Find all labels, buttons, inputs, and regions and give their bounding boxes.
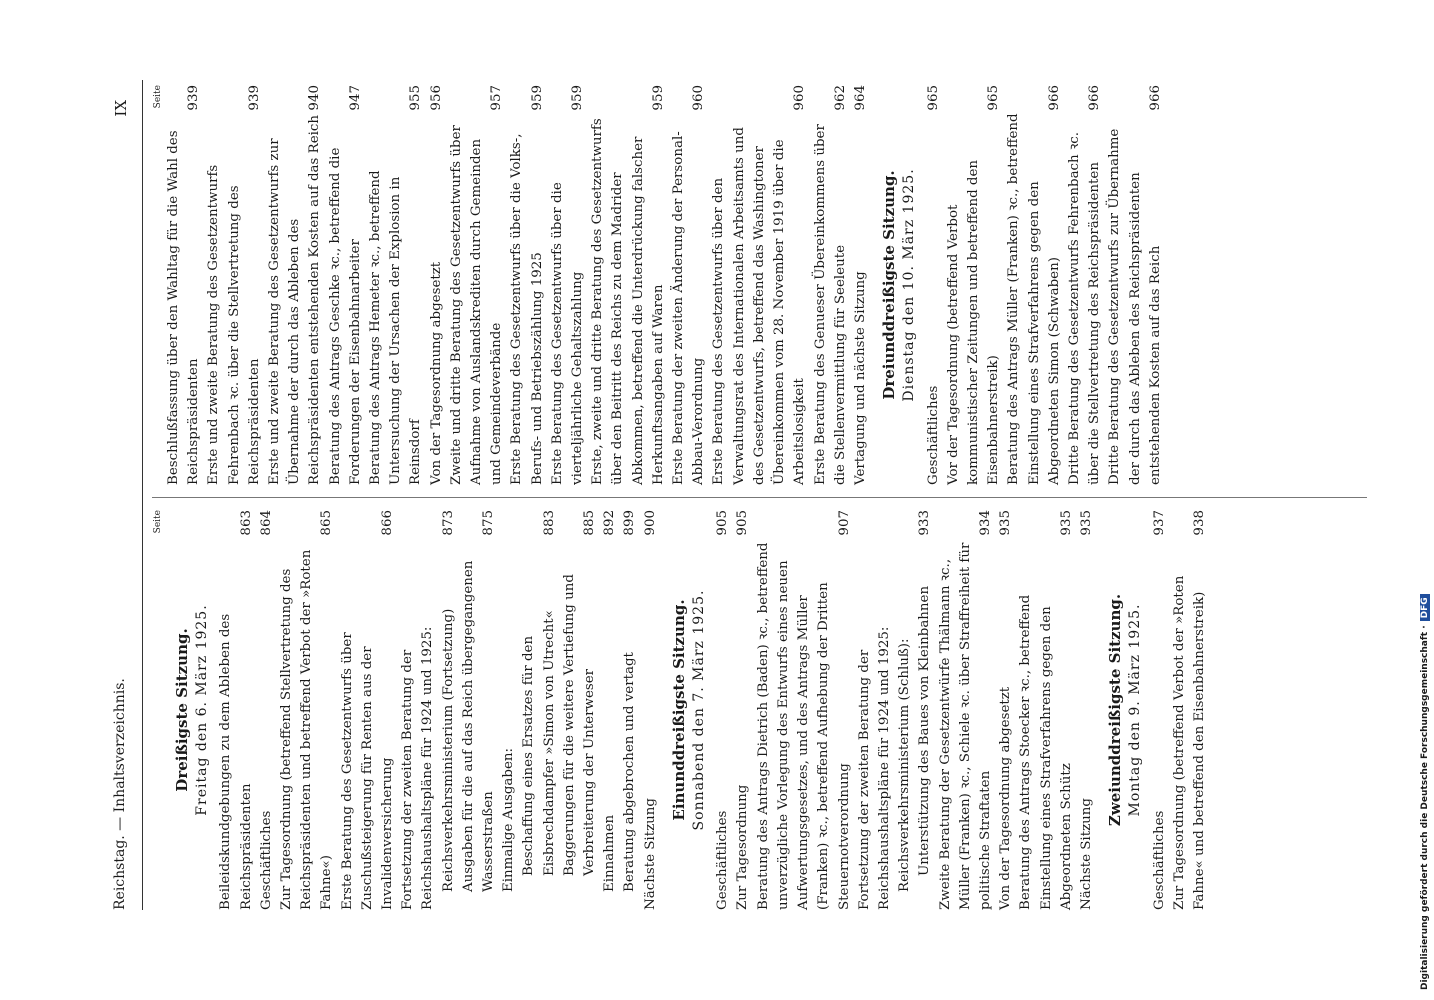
toc-entry	[1065, 85, 1105, 485]
toc-entry	[216, 510, 256, 910]
toc-entry-text: Nächste Sitzung	[1078, 798, 1094, 910]
toc-entry-page: 960	[792, 85, 808, 111]
toc-entry-page: 940	[307, 85, 323, 111]
toc-entry-text: Erste Beratung des Genueser Übereinkommens über die Stellenvermittlung für Seeleute	[812, 124, 848, 485]
toc-entry-page: 863	[238, 510, 254, 536]
toc-entry	[439, 510, 459, 910]
session-date: Montag den 9. März 1925.	[1127, 603, 1144, 817]
credit-text: Digitalisierung gefördert durch die Deutsche Forschungsgemeinschaft ·	[1420, 625, 1430, 990]
toc-entry-text: Nächste Sitzung	[642, 798, 658, 910]
header-reichstag	[112, 678, 128, 910]
page-header	[112, 80, 134, 910]
toc-entry-text: Beratung abgebrochen und vertagt	[622, 652, 638, 892]
toc-entry	[326, 85, 366, 485]
seite-label: Seite	[153, 85, 163, 109]
toc-entry-text: Erste, zweite und dritte Beratung des Gesetzentwurfs über den Beitritt des Reichs zu dem Madrider Abkommen, betreffend die Unterdrückung falscher Herkunftsangaben auf Waren	[590, 118, 666, 485]
toc-entry-text: Beratung des Antrags Dietrich (Baden) ꝛc., betreffend unverzügliche Vorlegung des Entwurfs eines neuen Aufwertungsgesetzes, und des Antrags Müller (Franken) ꝛc., betreffend Aufhebung der Dritten Steuernotverordnung	[755, 542, 852, 910]
toc-entry	[709, 85, 810, 485]
sidebar-credit	[1420, 10, 1430, 990]
toc-entry-page: 966	[1046, 85, 1062, 111]
toc-entry-text: Erste Beratung des Gesetzentwurfs über die Volks-, Berufs- und Betriebszählung 1925	[509, 133, 545, 485]
toc-entry	[620, 510, 640, 910]
toc-entry	[204, 85, 265, 485]
toc-entry-page: 964	[852, 85, 868, 111]
toc-entry-page: 899	[622, 510, 638, 536]
toc-entry-text: Fortsetzung der zweiten Beratung der Reichshaushaltspläne für 1924 und 1925:	[400, 626, 436, 910]
toc-entry	[1077, 510, 1097, 910]
toc-entry-page: 864	[258, 510, 274, 536]
toc-entry-page: 873	[440, 510, 456, 536]
toc-entry	[277, 510, 338, 910]
toc-entry-page: 883	[541, 510, 557, 536]
toc-entry-text: Beileidskundgebungen zu dem Ableben des Reichspräsidenten	[218, 613, 254, 910]
seite-label: Seite	[153, 510, 163, 534]
toc-entry	[459, 510, 499, 910]
header-left-text: Reichstag.	[112, 835, 128, 910]
toc-entry-text: Geschäftliches	[1151, 810, 1167, 910]
toc-entry	[560, 510, 600, 910]
toc-entry-text: Vor der Tagesordnung (betreffend Verbot kommunistischer Zeitungen und betreffend den Eisenbahnerstreik)	[945, 159, 1002, 485]
toc-entry-text: Geschäftliches	[925, 385, 941, 485]
column-divider	[152, 497, 1367, 498]
toc-entry-page: 935	[998, 510, 1014, 536]
toc-entry-page: 965	[925, 85, 941, 111]
toc-entry	[1150, 510, 1170, 910]
toc-entry	[915, 510, 935, 910]
rotated-page	[112, 80, 1367, 910]
toc-entry-page: 900	[642, 510, 658, 536]
toc-entry-page: 934	[977, 510, 993, 536]
toc-entry-text: Reichsverkehrsministerium (Schluß):	[897, 638, 913, 892]
toc-entry-page: 905	[715, 510, 731, 536]
toc-entry-page: 937	[1151, 510, 1167, 536]
toc-entry-page: 865	[319, 510, 335, 536]
toc-entry	[265, 85, 326, 485]
toc-entry-text: Beschlußfassung über den Wahltag für die Wahl des Reichspräsidenten	[166, 130, 202, 485]
toc-entry-text: Zur Tagesordnung (betreffend Stellvertretung des Reichspräsidenten und betreffend Verbot der »Roten Fahne«)	[279, 549, 335, 910]
toc-entry-text: Einmalige Ausgaben:	[501, 747, 517, 892]
toc-entry-page: 939	[246, 85, 262, 111]
toc-entry	[944, 85, 1005, 485]
toc-entry-page: 885	[582, 510, 598, 536]
toc-entry	[338, 510, 399, 910]
toc-entry	[1004, 85, 1065, 485]
toc-entry	[669, 85, 709, 485]
toc-entry	[936, 510, 997, 910]
header-dash: —	[112, 816, 128, 831]
toc-entry-text: Ausgaben für die auf das Reich übergegangenen Wasserstraßen	[460, 560, 497, 892]
toc-entry-text: Fortsetzung der zweiten Beratung der Reichshaushaltspläne für 1924 und 1925:	[856, 626, 892, 910]
toc-entry-text: Erste Beratung des Gesetzentwurfs über die vierteljährliche Gehaltszahlung	[549, 182, 586, 485]
toc-entry	[600, 510, 620, 910]
toc-entry-text: Beschaffung eines Ersatzes für den Eisbrechdampfer »Simon von Utrecht«	[521, 610, 557, 876]
toc-entry	[811, 85, 851, 485]
toc-entry-text: Beratung des Antrags Stoecker ꝛc., betreffend Einstellung eines Strafverfahrens gegen den Abgeordneten Schütz	[1018, 594, 1074, 910]
toc-entry-page: 905	[735, 510, 751, 536]
toc-entry-text: Zweite und dritte Beratung des Gesetzentwurfs über Aufnahme von Auslandskrediten durch Gemeinden und Gemeindeverbände	[448, 125, 505, 485]
toc-entry-text: Unterstützung des Baues von Kleinbahnen	[917, 585, 933, 876]
session-date: Sonnabend den 7. März 1925.	[691, 589, 708, 831]
toc-entry-page: 957	[489, 85, 505, 111]
toc-entry	[588, 85, 669, 485]
toc-entry-text: Geschäftliches	[258, 810, 274, 910]
toc-entry-page: 960	[691, 85, 707, 111]
toc-entry	[257, 510, 277, 910]
toc-entry-text: Zur Tagesordnung (betreffend Verbot der »Roten Fahne« und betreffend den Eisenbahnerstreik)	[1171, 575, 1207, 910]
toc-entry-page: 947	[347, 85, 363, 111]
toc-entry	[398, 510, 438, 910]
toc-entry	[855, 510, 895, 910]
left-column	[152, 510, 1210, 910]
toc-entry-text: Erste Beratung des Gesetzentwurfs über den Verwaltungsrat des Internationalen Arbeitsamts und des Gesetzentwurfs, betreffend das Washingtoner Übereinkommen vom 28. November 1919 über die Arbeitslosigkeit	[711, 127, 808, 485]
dfg-logo: DFG	[1420, 594, 1430, 621]
toc-entry	[507, 85, 547, 485]
toc-entry	[1105, 85, 1166, 485]
toc-entry-page: 962	[832, 85, 848, 111]
toc-entry	[754, 510, 855, 910]
toc-entry-text: Erste Beratung des Gesetzentwurfs über Zuschußsteigerung für Renten aus der Invalidenversicherung	[339, 632, 396, 910]
toc-entry-page: 875	[481, 510, 497, 536]
toc-entry	[1016, 510, 1077, 910]
header-title: Inhaltsverzeichnis.	[112, 678, 128, 813]
toc-entry-page: 959	[650, 85, 666, 111]
toc-entry	[1170, 510, 1210, 910]
toc-entry	[164, 85, 204, 485]
toc-entry-page: 956	[428, 85, 444, 111]
toc-entry	[924, 85, 944, 485]
toc-entry-text: Dritte Beratung des Gesetzentwurfs zur Übernahme der durch das Ableben des Reichspräsidenten entstehenden Kosten auf das Reich	[1107, 128, 1163, 485]
header-rule	[142, 80, 143, 910]
toc-entry-text: Erste und zweite Beratung des Gesetzentwurfs zur Übernahme der durch das Ableben des Reichspräsidenten entstehenden Kosten auf das Reich	[267, 114, 323, 485]
toc-entry-text: Zur Tagesordnung	[735, 784, 751, 910]
toc-entry	[895, 510, 915, 910]
session-title: Dreiunddreißigste Sitzung.	[880, 170, 899, 400]
toc-entry-page: 935	[1058, 510, 1074, 536]
page-number: IX	[112, 100, 130, 117]
toc-entry-text: Reichsverkehrsministerium (Fortsetzung)	[440, 608, 456, 892]
toc-entry-page: 938	[1191, 510, 1207, 536]
toc-entry-page: 966	[1147, 85, 1163, 111]
toc-entry	[641, 510, 661, 910]
right-column	[152, 85, 1166, 485]
toc-entry-page: 933	[917, 510, 933, 536]
session-date: Freitag den 6. März 1925.	[194, 604, 211, 816]
toc-entry-text: Dritte Beratung des Gesetzentwurfs Fehrenbach ꝛc. über die Stellvertretung des Reichspräsidenten	[1066, 131, 1103, 485]
toc-entry-text: Geschäftliches	[715, 810, 731, 910]
toc-entry-text: Beratung des Antrags Müller (Franken) ꝛc., betreffend Einstellung eines Strafverfahrens gegen den Abgeordneten Simon (Schwaben)	[1006, 113, 1062, 485]
toc-entry-text: Vertagung und nächste Sitzung	[852, 271, 868, 485]
toc-entry	[851, 85, 871, 485]
session-title: Dreißigste Sitzung.	[173, 628, 191, 792]
toc-entry-page: 907	[836, 510, 852, 536]
toc-entry-page: 959	[570, 85, 586, 111]
toc-entry	[996, 510, 1016, 910]
toc-entry-page: 966	[1087, 85, 1103, 111]
session-date: Dienstag den 10. März 1925.	[901, 168, 918, 402]
toc-entry-text: Erste Beratung der zweiten Änderung der Personal-Abbau-Verordnung	[671, 131, 707, 485]
toc-entry	[519, 510, 559, 910]
toc-entry-text: Von der Tagesordnung abgesetzt	[998, 686, 1014, 910]
toc-entry-text: Einnahmen	[602, 814, 618, 892]
toc-entry	[548, 85, 588, 485]
toc-entry-page: 892	[602, 510, 618, 536]
toc-entry	[427, 85, 447, 485]
toc-entry-text: Zweite Beratung der Gesetzentwürfe Thälmann ꝛc., Müller (Franken) ꝛc., Schiele ꝛc. über Straffreiheit für politische Straftaten	[937, 542, 993, 910]
toc-entry-page: 935	[1078, 510, 1094, 536]
toc-entry-text: Beratung des Antrags Hemeter ꝛc., betreffend Untersuchung der Ursachen der Explosion in Reinsdorf	[368, 170, 424, 485]
toc-entry	[447, 85, 508, 485]
toc-entry-page: 959	[529, 85, 545, 111]
session-title: Zweiunddreißigste Sitzung.	[1106, 593, 1125, 827]
toc-entry-page: 965	[986, 85, 1002, 111]
toc-entry-text: Beratung des Antrags Geschke ꝛc., betreffend die Forderungen der Eisenbahnarbeiter	[327, 147, 363, 485]
toc-entry	[733, 510, 753, 910]
toc-entry-page: 866	[380, 510, 396, 536]
session-title: Einunddreißigste Sitzung.	[669, 599, 688, 821]
toc-entry-text: Von der Tagesordnung abgesetzt	[428, 261, 444, 485]
toc-entry-page: 939	[186, 85, 202, 111]
toc-entry	[499, 510, 519, 910]
toc-entry-text: Erste und zweite Beratung des Gesetzentwurfs Fehrenbach ꝛc. über die Stellvertretung des Reichspräsidenten	[206, 164, 262, 485]
toc-entry	[366, 85, 427, 485]
toc-entry-text: Baggerungen für die weitere Vertiefung und Verbreiterung der Unterweser	[561, 574, 598, 876]
toc-entry	[713, 510, 733, 910]
toc-entry-page: 955	[408, 85, 424, 111]
